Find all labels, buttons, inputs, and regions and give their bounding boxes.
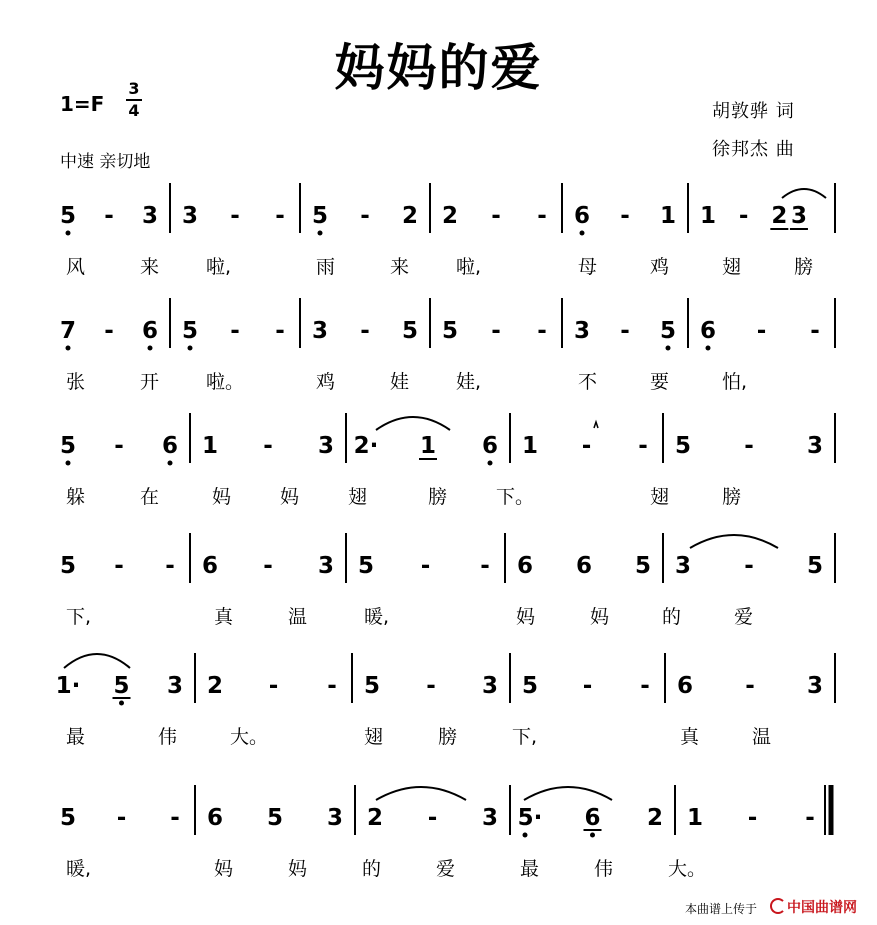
lyric-char: 伟 [158, 726, 178, 748]
note: 5 [357, 553, 375, 579]
site-logo [770, 897, 857, 917]
dash-note: - [491, 203, 501, 229]
dash-note: - [165, 553, 175, 579]
lyric-char: 下, [512, 726, 538, 748]
lyric-char: 啦, [206, 256, 232, 278]
note: 5 [521, 673, 539, 699]
lyric-char: 爱 [734, 606, 754, 628]
lower-octave-dot [119, 701, 124, 706]
dash-note: - [744, 553, 754, 579]
lyric-char: 鸡 [316, 371, 336, 393]
key-signature: 1=F [60, 92, 105, 116]
lyric-char: 大。 [668, 858, 707, 880]
dash-note: - [327, 673, 337, 699]
lyricist-credit: 胡敦骅 词 [712, 101, 795, 122]
lyric-char: 来 [390, 256, 410, 278]
note: 3 [311, 318, 329, 344]
dash-note: - [360, 203, 370, 229]
dash-note: - [104, 318, 114, 344]
slur [376, 787, 466, 800]
slur [64, 654, 130, 668]
note: 5 [311, 203, 329, 229]
note: 1 [419, 433, 437, 459]
note: 5 [634, 553, 652, 579]
slur [524, 787, 612, 800]
dash-note: - [116, 805, 127, 831]
lyric-char: 最 [66, 726, 86, 748]
dash-note: - [170, 805, 180, 831]
note: 3 [317, 433, 335, 459]
dash-note: - [745, 673, 755, 699]
note: 5 [59, 203, 77, 229]
lower-octave-dot [580, 231, 585, 236]
note: 3 [674, 553, 692, 579]
lyric-char: 要 [650, 371, 670, 393]
lyric-char: 伟 [594, 858, 614, 880]
lyric-char: 妈 [516, 606, 536, 628]
note: 5 [59, 433, 77, 459]
slur [782, 189, 826, 198]
note: 3 [790, 203, 807, 229]
dash-note: - [582, 673, 593, 699]
note: 1 [699, 203, 717, 229]
lyric-char: 翅 [348, 486, 368, 508]
note: 6 [161, 433, 179, 459]
lower-octave-dot [318, 231, 323, 236]
note: 6 [584, 805, 601, 831]
dash-note: - [480, 553, 490, 579]
dash-note: - [638, 433, 648, 459]
lower-octave-dot [488, 461, 493, 466]
note: 7 [59, 318, 77, 344]
note: 3 [166, 673, 184, 699]
dash-note: - [427, 805, 438, 831]
dash-note: - [360, 318, 370, 344]
lyric-char: 啦, [456, 256, 482, 278]
time-signature-top: 3 [128, 79, 140, 98]
dash-note: - [810, 318, 820, 344]
lyric-char: 膀 [428, 486, 448, 508]
note: 3 [806, 433, 824, 459]
dash-note: - [268, 673, 279, 699]
note: 5 [806, 553, 824, 579]
note: 5 [401, 318, 419, 344]
lyric-char: 娃, [456, 371, 482, 393]
lyric-char: 娃 [390, 371, 410, 393]
lyric-char: 的 [362, 858, 382, 880]
lyric-char: 开 [140, 371, 160, 393]
lyric-char: 风 [66, 256, 86, 278]
lower-octave-dot [168, 461, 173, 466]
note: 2 [366, 805, 384, 831]
lyric-char: 躲 [66, 486, 86, 508]
lower-octave-dot [523, 833, 528, 838]
note: 5 [659, 318, 677, 344]
dash-note: - [640, 673, 650, 699]
note: 5 [113, 673, 130, 699]
note: 5 [59, 805, 77, 831]
lyric-char: 不 [578, 371, 598, 393]
lyric-char: 母 [578, 256, 598, 278]
lyric-char: 暖, [66, 858, 92, 880]
slur [376, 417, 450, 430]
note: 6 [573, 203, 591, 229]
dash-note: - [230, 203, 240, 229]
dash-note: - [738, 203, 749, 229]
note: 6 [481, 433, 499, 459]
note: 5 [266, 805, 284, 831]
dash-note: - [491, 318, 501, 344]
lyric-char: 怕, [722, 371, 748, 393]
lyric-char: 下, [66, 606, 92, 628]
dash-note: - [620, 203, 630, 229]
lyric-char: 翅 [650, 486, 670, 508]
lyric-char: 温 [752, 726, 772, 748]
note: 3 [181, 203, 199, 229]
lower-octave-dot [706, 346, 711, 351]
note: 2· [353, 433, 379, 459]
lyric-char: 大。 [230, 726, 269, 748]
dash-note: - [114, 553, 124, 579]
lyric-char: 下。 [496, 486, 535, 508]
lyric-char: 膀 [438, 726, 458, 748]
note: 6 [206, 805, 224, 831]
dash-note: - [747, 805, 758, 831]
lyric-char: 温 [288, 606, 308, 628]
note: 5 [441, 318, 459, 344]
lyric-char: 最 [520, 858, 540, 880]
note: 5 [59, 553, 77, 579]
dash-note: - [263, 433, 273, 459]
note: 6 [201, 553, 219, 579]
note: 6 [575, 553, 593, 579]
dash-note: - [756, 318, 767, 344]
lower-octave-dot [66, 461, 71, 466]
lyric-char: 妈 [280, 486, 300, 508]
note: 1 [686, 805, 704, 831]
note: 3 [481, 673, 499, 699]
dash-note: - [420, 553, 431, 579]
dash-note: - [581, 433, 592, 459]
composer-credit: 徐邦杰 曲 [712, 139, 795, 160]
dash-note: - [230, 318, 240, 344]
note: 5 [181, 318, 199, 344]
dash-note: - [537, 318, 547, 344]
time-signature-bottom: 4 [128, 101, 140, 120]
site-logo-icon [770, 898, 786, 914]
note: 3 [317, 553, 335, 579]
lyric-char: 膀 [794, 256, 814, 278]
dash-note: - [426, 673, 436, 699]
note: 2 [771, 203, 788, 229]
lyric-char: 啦。 [206, 371, 245, 393]
upload-note: 本曲谱上传于 [685, 902, 758, 916]
dash-note: - [104, 203, 114, 229]
lyric-char: 膀 [722, 486, 742, 508]
lyric-char: 翅 [364, 726, 384, 748]
lyric-char: 妈 [214, 858, 234, 880]
note: 5· [517, 805, 543, 831]
tempo-marking: 中速 亲切地 [60, 152, 151, 172]
dash-note: - [744, 433, 754, 459]
note: 2 [441, 203, 459, 229]
note: 1· [55, 673, 81, 699]
note: 3 [326, 805, 344, 831]
lower-octave-dot [188, 346, 193, 351]
note: 3 [573, 318, 591, 344]
lyric-char: 在 [140, 486, 160, 508]
note: 6 [516, 553, 534, 579]
dash-note: - [805, 805, 815, 831]
lyric-char: 来 [140, 256, 160, 278]
lower-octave-dot [66, 346, 71, 351]
note: 5 [363, 673, 381, 699]
lyric-char: 鸡 [650, 256, 670, 278]
lyric-char: 真 [680, 726, 700, 748]
site-name: 中国曲谱网 [787, 900, 857, 916]
slur [690, 535, 778, 548]
dash-note: - [537, 203, 547, 229]
lyric-char: 暖, [364, 606, 390, 628]
lyric-char: 雨 [316, 256, 336, 278]
lower-octave-dot [590, 833, 595, 838]
lyric-char: 妈 [288, 858, 308, 880]
note: 5 [674, 433, 692, 459]
note: 6 [141, 318, 159, 344]
note: 6 [676, 673, 694, 699]
dash-note: - [620, 318, 630, 344]
note: 1 [659, 203, 677, 229]
dash-note: - [275, 318, 285, 344]
note: 1 [521, 433, 539, 459]
lyric-char: 妈 [590, 606, 610, 628]
dash-note: - [275, 203, 285, 229]
lower-octave-dot [666, 346, 671, 351]
breath-mark-glyph [594, 422, 598, 428]
note: 3 [806, 673, 824, 699]
note: 3 [141, 203, 159, 229]
lyric-char: 的 [662, 606, 682, 628]
dash-note: - [263, 553, 273, 579]
lyric-char: 爱 [436, 858, 456, 880]
note: 2 [206, 673, 224, 699]
note: 2 [646, 805, 664, 831]
note: 1 [201, 433, 219, 459]
lower-octave-dot [148, 346, 153, 351]
lyric-char: 真 [214, 606, 234, 628]
note: 2 [401, 203, 419, 229]
lower-octave-dot [66, 231, 71, 236]
lyric-char: 翅 [722, 256, 742, 278]
lyric-char: 张 [66, 371, 86, 393]
dash-note: - [114, 433, 124, 459]
note: 3 [481, 805, 499, 831]
lyric-char: 妈 [212, 486, 232, 508]
page-title: 妈妈的爱 [334, 39, 543, 97]
note: 6 [699, 318, 717, 344]
